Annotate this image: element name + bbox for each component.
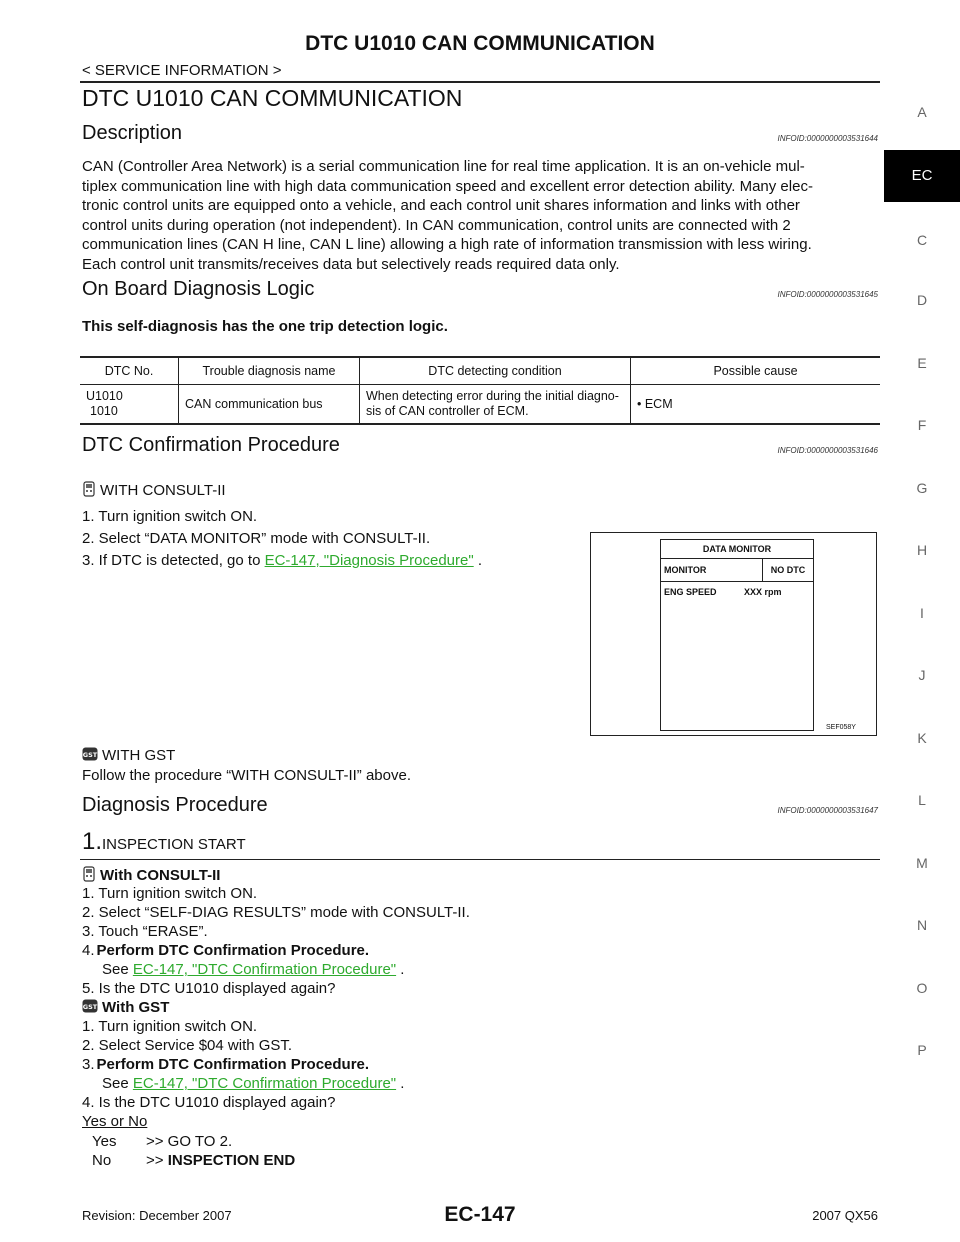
tab-m[interactable]: M (916, 855, 928, 871)
yes-label: Yes (92, 1133, 117, 1150)
tab-p[interactable]: P (917, 1042, 927, 1058)
consult-icon (82, 481, 96, 501)
gst-label-row (82, 747, 175, 765)
obd-heading: On Board Diagnosis Logic (82, 278, 315, 300)
confirm-step-3 (82, 552, 482, 569)
consult-label: WITH CONSULT-II (100, 481, 226, 499)
tab-k[interactable]: K (917, 730, 927, 746)
figure-code: SEF058Y (826, 724, 856, 731)
tab-g[interactable]: G (916, 480, 928, 496)
see-text: See (102, 1075, 133, 1092)
tab-ec-active[interactable]: EC (884, 150, 960, 202)
description-line: communication lines (CAN H line, CAN L line) allowing a high rate of information transmission with less wiring. (82, 236, 812, 253)
data-monitor-screen (660, 539, 814, 731)
svg-text:GST: GST (82, 751, 98, 760)
description-heading: Description (82, 122, 183, 144)
footer-revision: Revision: December 2007 (82, 1208, 232, 1223)
col-trouble-name: Trouble diagnosis name (179, 357, 360, 385)
tab-n[interactable]: N (916, 917, 928, 933)
diag-step-c3: 3. Touch “ERASE”. (82, 923, 208, 940)
no-arrow: >> (146, 1152, 164, 1169)
see-text: See (102, 961, 133, 978)
diag-see-c (102, 961, 404, 978)
monitor-col-status: NO DTC (770, 565, 806, 575)
description-line: tronic control units are equipped onto a vehicle, and each control unit shares information and links with other (82, 197, 800, 214)
gst-label: WITH GST (102, 747, 176, 764)
confirmation-infoid: INFOID:0000000003531646 (777, 446, 878, 455)
consult-label-row (82, 481, 226, 501)
confirm-step-2: 2. Select “DATA MONITOR” mode with CONSULT-II. (82, 530, 431, 547)
tab-d[interactable]: D (916, 292, 928, 308)
step-bold-text: Perform DTC Confirmation Procedure. (96, 1056, 370, 1073)
diag-step-g1: 1. Turn ignition switch ON. (82, 1018, 258, 1035)
description-infoid: INFOID:0000000003531644 (777, 134, 878, 143)
monitor-data-row (661, 582, 813, 597)
diagnosis-infoid: INFOID:0000000003531647 (777, 806, 878, 815)
gst-icon (82, 747, 98, 765)
diag-consult-label: With CONSULT-II (100, 866, 221, 884)
section-tabs (884, 0, 960, 1242)
monitor-row-value: XXX rpm (744, 587, 782, 597)
no-label: No (92, 1152, 112, 1169)
diag-step-g2: 2. Select Service $04 with GST. (82, 1037, 293, 1054)
condition-line: When detecting error during the initial diagno- (366, 389, 619, 403)
yes-or-no-label: Yes or No (82, 1113, 148, 1130)
monitor-row-label: ENG SPEED (664, 587, 717, 597)
description-paragraph (82, 157, 878, 274)
step-number: 1. (82, 828, 103, 855)
description-line: tiplex communication line with high data communication speed and excellent error detection ability. Many elec- (82, 177, 813, 195)
table-header-row (80, 357, 880, 385)
cell-dtc-no (80, 385, 179, 425)
condition-line: sis of CAN controller of ECM. (366, 404, 529, 418)
diag-step-g3 (82, 1056, 369, 1073)
tab-h[interactable]: H (916, 542, 928, 558)
col-possible-cause: Possible cause (631, 357, 881, 385)
diag-step-c1: 1. Turn ignition switch ON. (82, 885, 258, 902)
cell-trouble-name: CAN communication bus (179, 385, 360, 425)
monitor-header-row (661, 559, 813, 582)
gst-text: Follow the procedure “WITH CONSULT-II” above. (82, 767, 411, 784)
no-action: INSPECTION END (167, 1152, 296, 1169)
diag-gst-label: With GST (102, 999, 170, 1016)
page-title: DTC U1010 CAN COMMUNICATION (82, 85, 463, 111)
consult-icon (82, 866, 96, 886)
page-number: EC-147 (444, 1203, 516, 1226)
step-1-heading (82, 828, 246, 856)
step-rule (80, 859, 880, 860)
tab-a[interactable]: A (917, 104, 927, 120)
diag-step-c5: 5. Is the DTC U1010 displayed again? (82, 980, 336, 997)
step-text: 3. If DTC is detected, go to (82, 552, 265, 569)
tab-l[interactable]: L (918, 792, 926, 808)
header-title: DTC U1010 CAN COMMUNICATION (305, 32, 655, 55)
step-title: INSPECTION START (102, 836, 246, 853)
obd-infoid: INFOID:0000000003531645 (777, 290, 878, 299)
col-dtc-no: DTC No. (80, 357, 179, 385)
see-text: . (396, 1075, 405, 1092)
description-line: Each control unit transmits/receives data but selectively reads required data only. (82, 255, 620, 273)
gst-icon (82, 999, 98, 1017)
diag-consult-row (82, 866, 220, 886)
monitor-title: DATA MONITOR (661, 540, 813, 559)
dtc-confirmation-link[interactable]: EC-147, "DTC Confirmation Procedure" (132, 961, 397, 978)
step-text: . (473, 552, 483, 569)
svg-text:GST: GST (82, 1003, 98, 1012)
dtc-table (80, 356, 880, 425)
dtc-code: U1010 (86, 389, 123, 403)
cell-detect-condition (360, 385, 631, 425)
step-bold-text: Perform DTC Confirmation Procedure. (96, 942, 370, 959)
description-line: CAN (Controller Area Network) is a serial communication line for real time application. It is an on-vehicle mul- (82, 158, 805, 175)
tab-e[interactable]: E (917, 355, 927, 371)
header-rule (80, 81, 880, 83)
step-num: 3. (82, 1056, 95, 1073)
description-line: control units during operation (not independent). In CAN communication, control units are connected with 2 (82, 216, 791, 234)
obd-note: This self-diagnosis has the one trip detection logic. (82, 318, 448, 335)
confirmation-heading: DTC Confirmation Procedure (82, 434, 340, 456)
table-row (80, 385, 880, 425)
col-detect-condition: DTC detecting condition (360, 357, 631, 385)
footer-model: 2007 QX56 (812, 1208, 878, 1223)
no-action-row (146, 1152, 295, 1169)
diagnosis-heading: Diagnosis Procedure (82, 794, 268, 816)
cell-possible-cause: • ECM (631, 385, 881, 425)
tab-j[interactable]: J (918, 667, 926, 683)
diag-gst-row (82, 999, 169, 1017)
tab-f[interactable]: F (917, 417, 927, 433)
diagnosis-procedure-link[interactable]: EC-147, "Diagnosis Procedure" (264, 552, 474, 569)
header-subtitle: < SERVICE INFORMATION > (82, 62, 282, 79)
step-num: 4. (82, 942, 95, 959)
diag-step-c2: 2. Select “SELF-DIAG RESULTS” mode with CONSULT-II. (82, 904, 470, 921)
confirm-step-1: 1. Turn ignition switch ON. (82, 508, 258, 525)
diag-see-g (102, 1075, 404, 1092)
dtc-confirmation-link[interactable]: EC-147, "DTC Confirmation Procedure" (132, 1075, 397, 1092)
tab-o[interactable]: O (916, 980, 928, 996)
diag-step-c4 (82, 942, 369, 959)
tab-c[interactable]: C (916, 232, 928, 248)
see-text: . (396, 961, 405, 978)
yes-action: >> GO TO 2. (146, 1133, 233, 1150)
monitor-col-label: MONITOR (661, 559, 763, 581)
diag-step-g4: 4. Is the DTC U1010 displayed again? (82, 1094, 336, 1111)
tab-i[interactable]: I (920, 605, 924, 621)
dtc-code-short: 1010 (90, 404, 118, 418)
